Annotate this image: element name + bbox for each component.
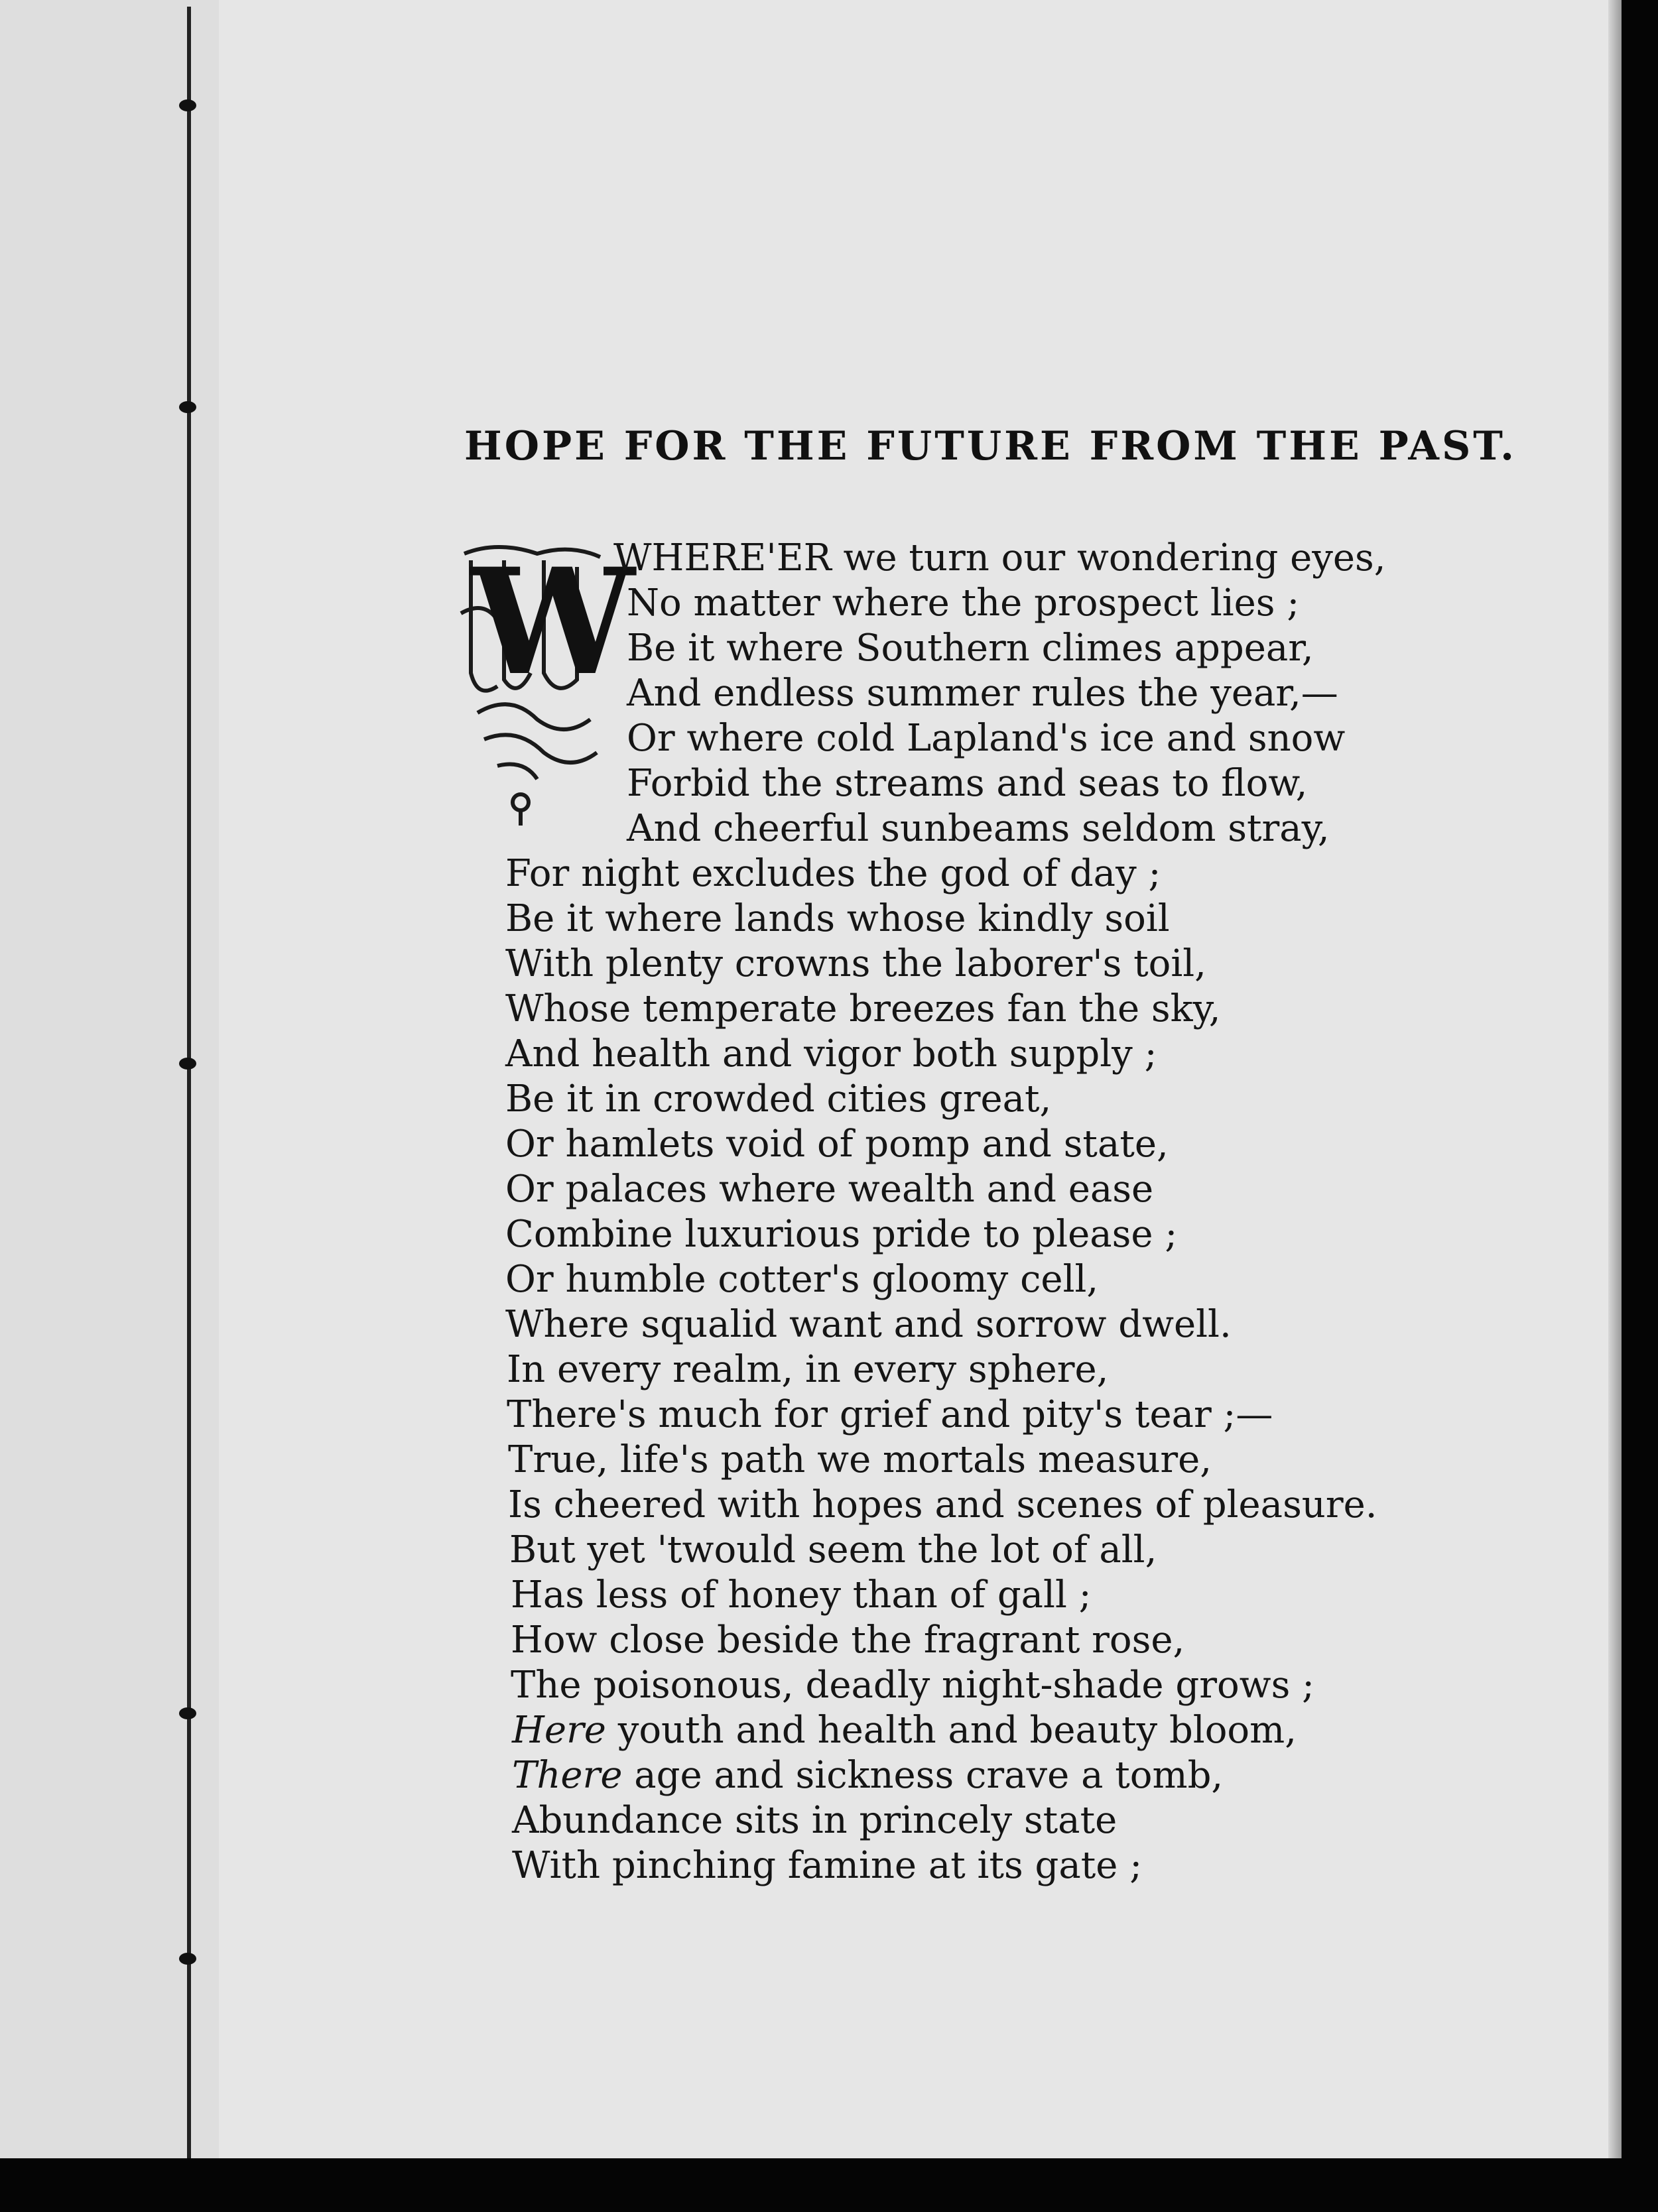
poem-title: HOPE FOR THE FUTURE FROM THE PAST. bbox=[464, 423, 1517, 469]
poem-line: Where squalid want and sorrow dwell. bbox=[505, 1303, 1232, 1346]
poem-line: Combine luxurious pride to please ; bbox=[505, 1213, 1178, 1256]
poem-line: Is cheered with hopes and scenes of pleasure. bbox=[508, 1483, 1377, 1526]
poem-line: Or palaces where wealth and ease bbox=[505, 1168, 1154, 1211]
poem-line: Be it where Southern climes appear, bbox=[627, 627, 1314, 670]
poem-line: Be it where lands whose kindly soil bbox=[505, 897, 1170, 940]
poem-line: Or where cold Lapland's ice and snow bbox=[627, 717, 1346, 760]
poem-line: Has less of honey than of gall ; bbox=[511, 1573, 1092, 1617]
poem-line: Or hamlets void of pomp and state, bbox=[505, 1123, 1169, 1166]
poem-line: For night excludes the god of day ; bbox=[505, 852, 1161, 895]
poem-line: Abundance sits in princely state bbox=[512, 1799, 1117, 1842]
poem-line: Or humble cotter's gloomy cell, bbox=[505, 1258, 1099, 1301]
poem-line: Be it in crowded cities great, bbox=[505, 1077, 1052, 1121]
poem-line-emphasis bbox=[512, 1753, 1223, 1798]
italic-word: Here bbox=[512, 1709, 606, 1752]
poem-line-emphasis bbox=[512, 1708, 1297, 1753]
poem-line: True, life's path we mortals measure, bbox=[508, 1438, 1212, 1481]
svg-text:W: W bbox=[471, 536, 635, 707]
poem-line: WHERE'ER we turn our wondering eyes, bbox=[613, 536, 1386, 580]
poem-line: With plenty crowns the laborer's toil, bbox=[505, 942, 1206, 985]
poem-line: With pinching famine at its gate ; bbox=[512, 1844, 1143, 1887]
poem-line: Whose temperate breezes fan the sky, bbox=[505, 987, 1221, 1030]
poem-line: There's much for grief and pity's tear ;— bbox=[507, 1393, 1273, 1436]
poem-line: Forbid the streams and seas to flow, bbox=[627, 762, 1308, 805]
poem-line: The poisonous, deadly night-shade grows ; bbox=[511, 1664, 1315, 1707]
poem-line: And endless summer rules the year,— bbox=[627, 672, 1338, 715]
line-rest: age and sickness crave a tomb, bbox=[622, 1754, 1224, 1797]
poem-line: How close beside the fragrant rose, bbox=[511, 1619, 1185, 1662]
poem-line: In every realm, in every sphere, bbox=[507, 1348, 1109, 1391]
line-rest: youth and health and beauty bloom, bbox=[606, 1709, 1297, 1752]
poem-line: But yet 'twould seem the lot of all, bbox=[509, 1528, 1157, 1571]
poem-line: And cheerful sunbeams seldom stray, bbox=[627, 807, 1330, 850]
poem-line: And health and vigor both supply ; bbox=[505, 1032, 1157, 1075]
italic-word: There bbox=[512, 1754, 623, 1797]
poem-line: No matter where the prospect lies ; bbox=[627, 582, 1300, 625]
